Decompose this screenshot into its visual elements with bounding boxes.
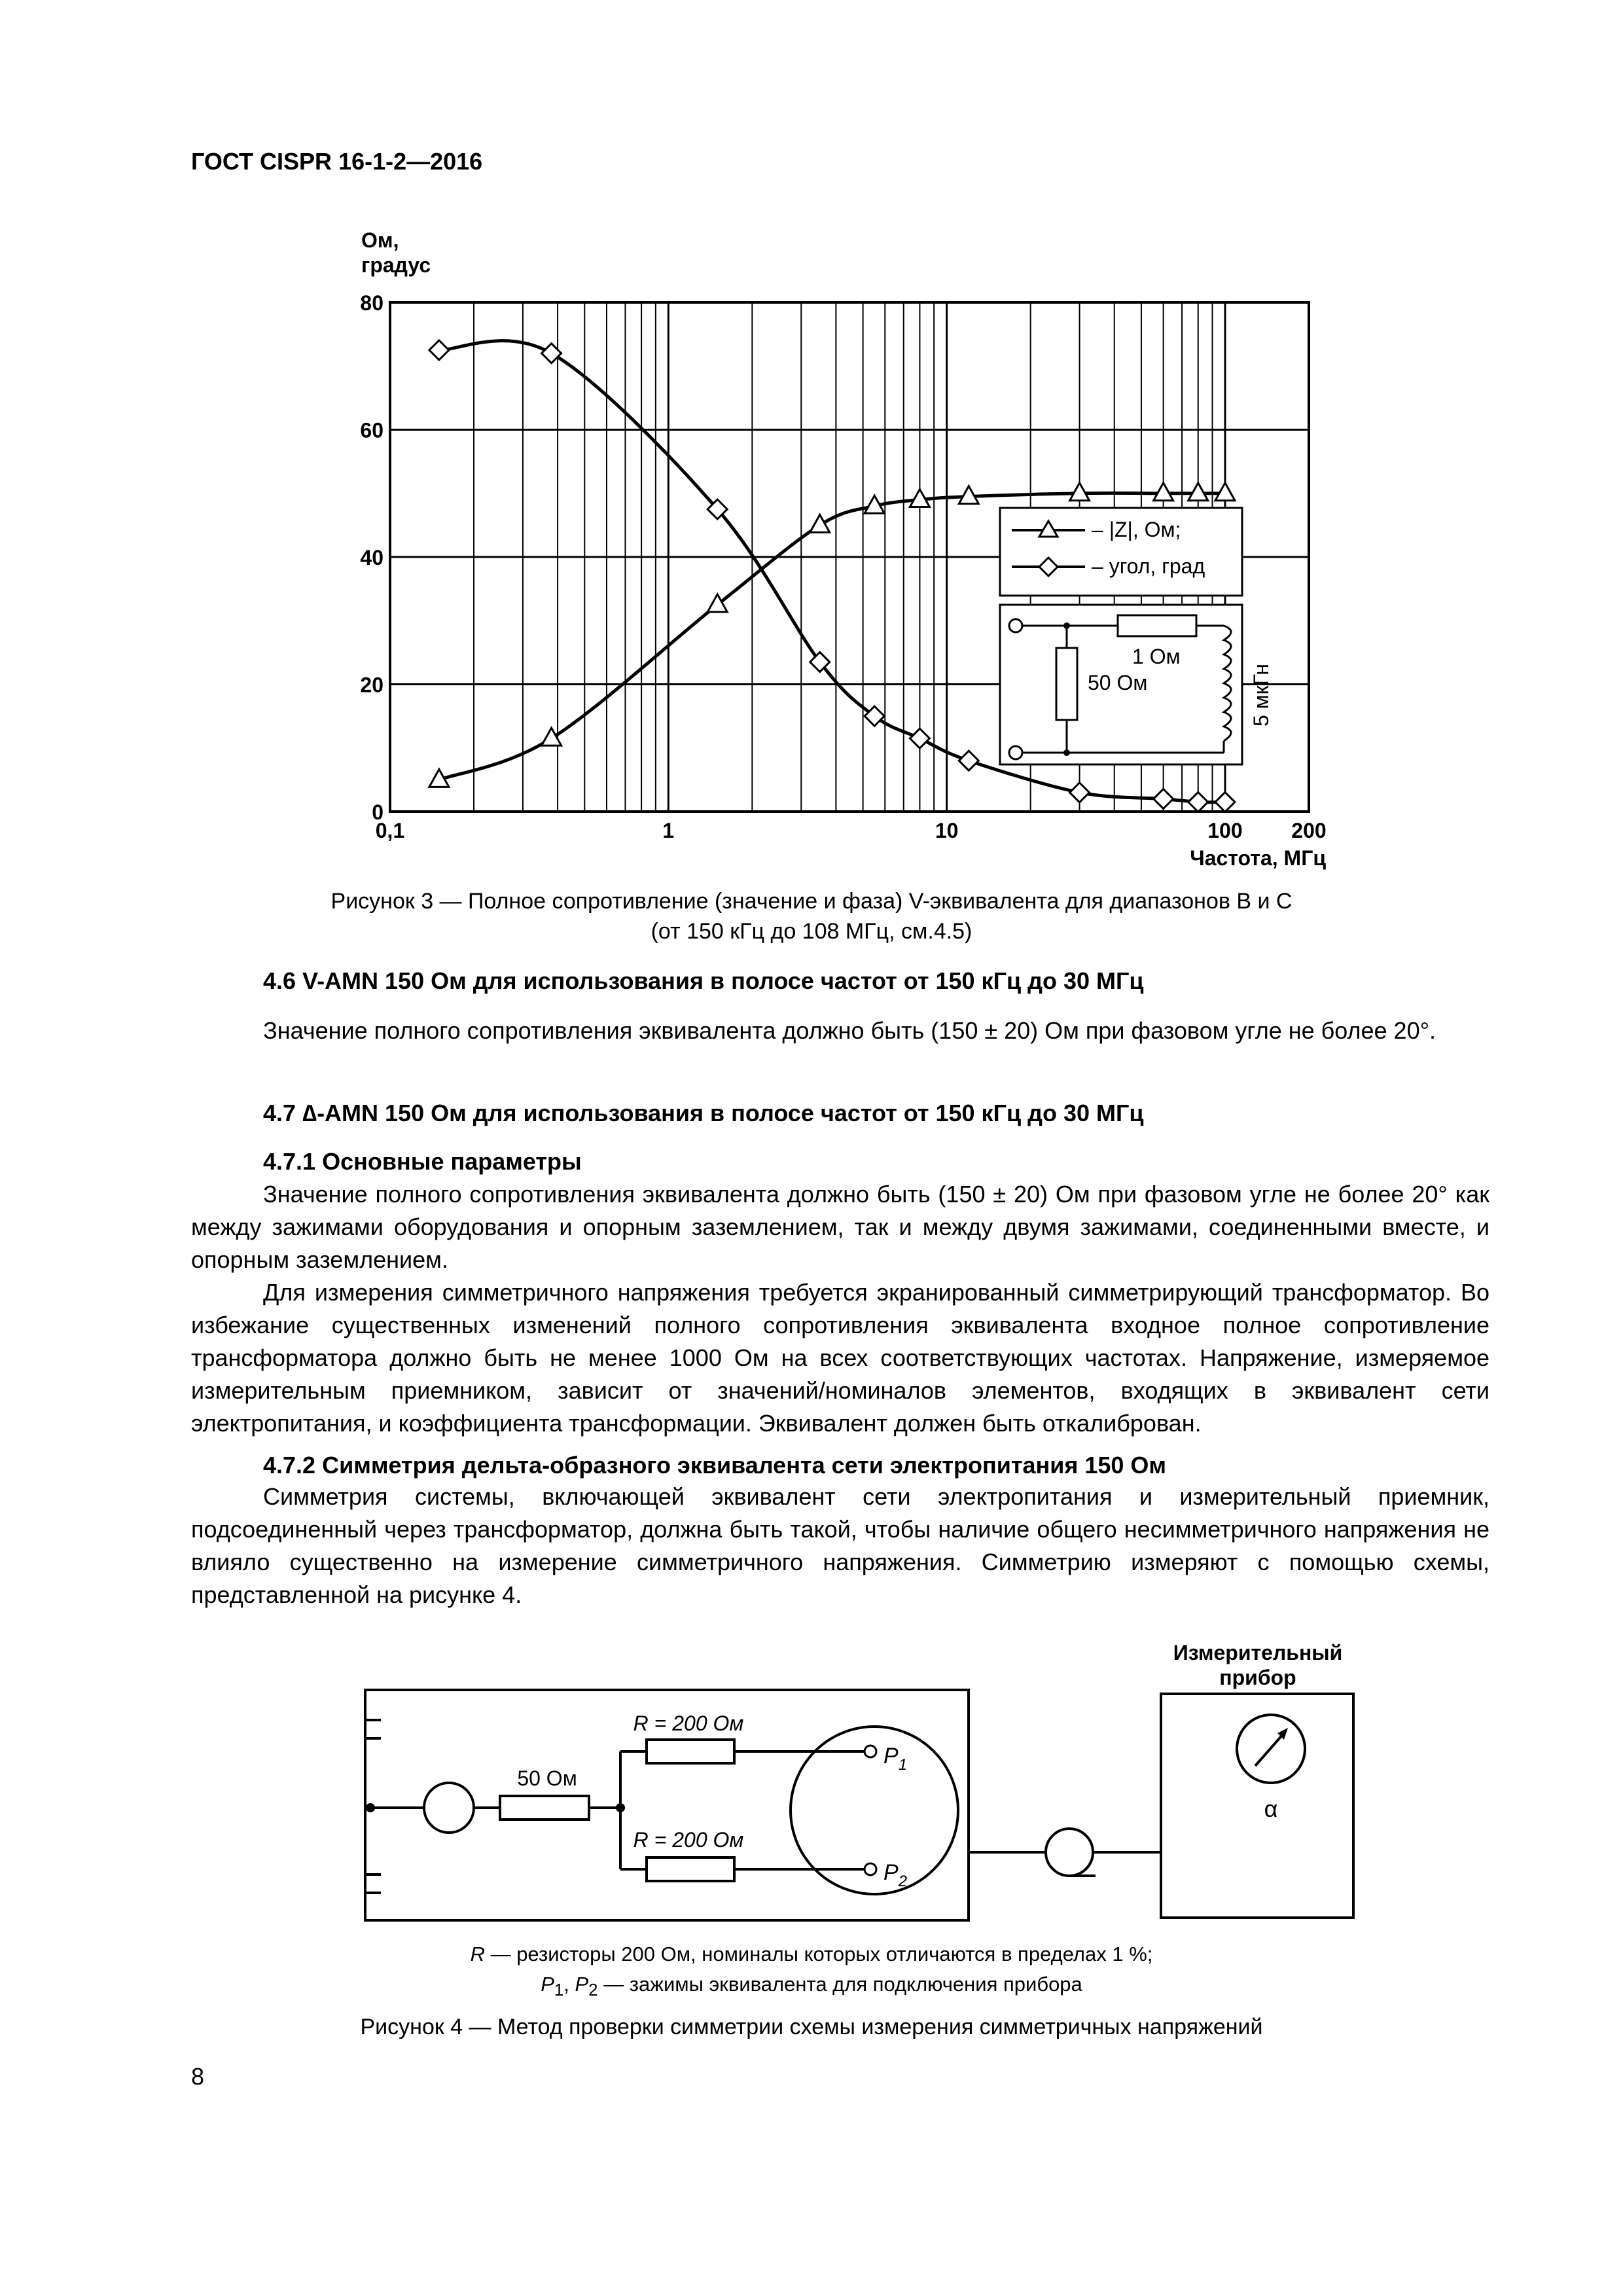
x-tick-label: 10 (935, 819, 959, 842)
impedance-point (707, 594, 727, 612)
figure4-legend-line1: R — резисторы 200 Ом, номиналы которых отличаются в пределах 1 %; (470, 1943, 1153, 1965)
meter-label-line2: прибор (1219, 1666, 1296, 1689)
heading-4-6: 4.6 V-AMN 150 Ом для использования в полосе частот от 150 кГц до 30 МГц (263, 967, 1144, 994)
figure3-caption-line1: Рисунок 3 — Полное сопротивление (значение и фаза) V-эквивалента для диапазонов В и С (330, 889, 1293, 914)
legend-entry-angle: – угол, град (1092, 554, 1205, 578)
angle-point (1154, 789, 1173, 809)
paragraph-4-7-1-b (191, 1276, 1489, 1440)
resistor-r-top-label: R = 200 Ом (633, 1712, 744, 1735)
legend-entry-z: – |Z|, Ом; (1092, 518, 1181, 541)
y-tick-label: 60 (360, 418, 383, 442)
paragraph-4-7-2 (191, 1480, 1489, 1611)
inset-label-50ohm: 50 Ом (1088, 671, 1148, 694)
inset-resistor-1ohm (1118, 615, 1196, 636)
y-axis-unit-line2: градус (361, 253, 431, 277)
meter-alpha: α (1264, 1795, 1278, 1822)
resistor-r-bottom-label: R = 200 Ом (633, 1828, 744, 1852)
y-tick-label: 80 (360, 291, 383, 315)
x-axis-label: Частота, МГц (1190, 846, 1326, 870)
meter-label-line1: Измерительный (1173, 1641, 1343, 1664)
angle-point (1215, 792, 1235, 812)
angle-point (1188, 792, 1208, 812)
impedance-chart (0, 0, 1623, 916)
x-tick-label: 200 (1291, 819, 1327, 842)
heading-4-7-1: 4.7.1 Основные параметры (263, 1148, 582, 1175)
terminal-p1 (865, 1746, 876, 1757)
terminal-p2-label: $P_2$ (883, 1860, 908, 1890)
resistor-50ohm (500, 1796, 589, 1820)
coax-connector (1046, 1829, 1093, 1876)
inset-label-1ohm: 1 Ом (1132, 645, 1181, 668)
terminal-p1-label: $P_1$ (883, 1744, 908, 1774)
paragraph-4-7-2-text: Симметрия системы, включающей эквивалент сети электропитания и измерительный приемник, подсоединенный через трансформатор, должна быть такой, чтобы наличие общего несимметричного напряжения не влияло существенно на измерение симметричного напряжения. Симметрию измеряют с помощью схемы, представленной на рисунке 4. (191, 1483, 1489, 1608)
amn-enclosure (365, 1690, 969, 1920)
signal-source (424, 1783, 474, 1833)
page-number: 8 (191, 2063, 205, 2090)
impedance-point (810, 514, 830, 532)
paragraph-4-6-text: Значение полного сопротивления эквивалента должно быть (150 ± 20) Ом при фазовом угле не более 20°. (263, 1017, 1436, 1044)
x-tick-label: 0,1 (375, 819, 405, 842)
impedance-point (542, 728, 562, 745)
inset-resistor-50ohm (1056, 648, 1077, 720)
heading-4-7: 4.7 ∆-AMN 150 Ом для использования в полосе частот от 150 кГц до 30 МГц (263, 1100, 1144, 1126)
inset-label-5uh: 5 мкГн (1249, 664, 1273, 726)
paragraph-4-7-1-a-text: Значение полного сопротивления эквивалента должно быть (150 ± 20) Ом при фазовом угле не более 20° как между зажимами оборудования и опорным заземлением, так и между двумя зажимами, соединенными вместе, и опорным заземлением. (191, 1181, 1489, 1273)
document-header: ГОСТ CISPR 16-1-2—2016 (191, 148, 483, 175)
resistor-50ohm-label: 50 Ом (517, 1767, 577, 1790)
resistor-r-bottom (647, 1857, 734, 1881)
angle-point (910, 728, 929, 748)
resistor-r-top (647, 1740, 734, 1763)
angle-point (1070, 783, 1090, 802)
paragraph-4-6 (191, 1014, 1489, 1047)
angle-point (959, 751, 978, 770)
figure4-legend-line2: $P_1$, $P_2$ — зажимы эквивалента для подключения прибора (541, 1973, 1082, 2000)
paragraph-4-7-1-a (191, 1178, 1489, 1276)
heading-4-7-2: 4.7.2 Симметрия дельта-образного эквивалента сети электропитания 150 Ом (263, 1452, 1167, 1479)
x-tick-label: 1 (662, 819, 675, 842)
transformer-circle (791, 1727, 958, 1894)
figure4-caption: Рисунок 4 — Метод проверки симметрии схемы измерения симметричных напряжений (360, 2015, 1263, 2039)
terminal-p2 (865, 1863, 876, 1875)
chart-legend-box (1000, 508, 1242, 596)
y-tick-label: 40 (360, 546, 383, 569)
x-tick-label: 100 (1207, 819, 1243, 842)
angle-point (542, 344, 562, 363)
y-tick-label: 20 (360, 673, 383, 697)
inset-circuit (1000, 605, 1273, 764)
y-tick-label: 0 (372, 800, 383, 824)
angle-point (429, 340, 449, 360)
meter-box (1161, 1694, 1353, 1918)
figure3-caption-line2: (от 150 кГц до 108 МГц, см.4.5) (651, 919, 972, 944)
paragraph-4-7-1-b-text: Для измерения симметричного напряжения требуется экранированный симметрирующий трансформатор. Во избежание существенных изменений полного сопротивления эквивалента входное полное сопротивление трансформатора должно быть не менее 1000 Ом на всех соответствующих частотах. Напряжение, измеряемое измерительным приемником, зависит от значений/номиналов элементов, входящих в эквивалент сети электропитания, и коэффициента трансформации. Эквивалент должен быть откалиброван. (191, 1279, 1489, 1437)
y-axis-unit-line1: Ом, (361, 228, 399, 252)
meter-gauge-icon (1237, 1715, 1305, 1783)
